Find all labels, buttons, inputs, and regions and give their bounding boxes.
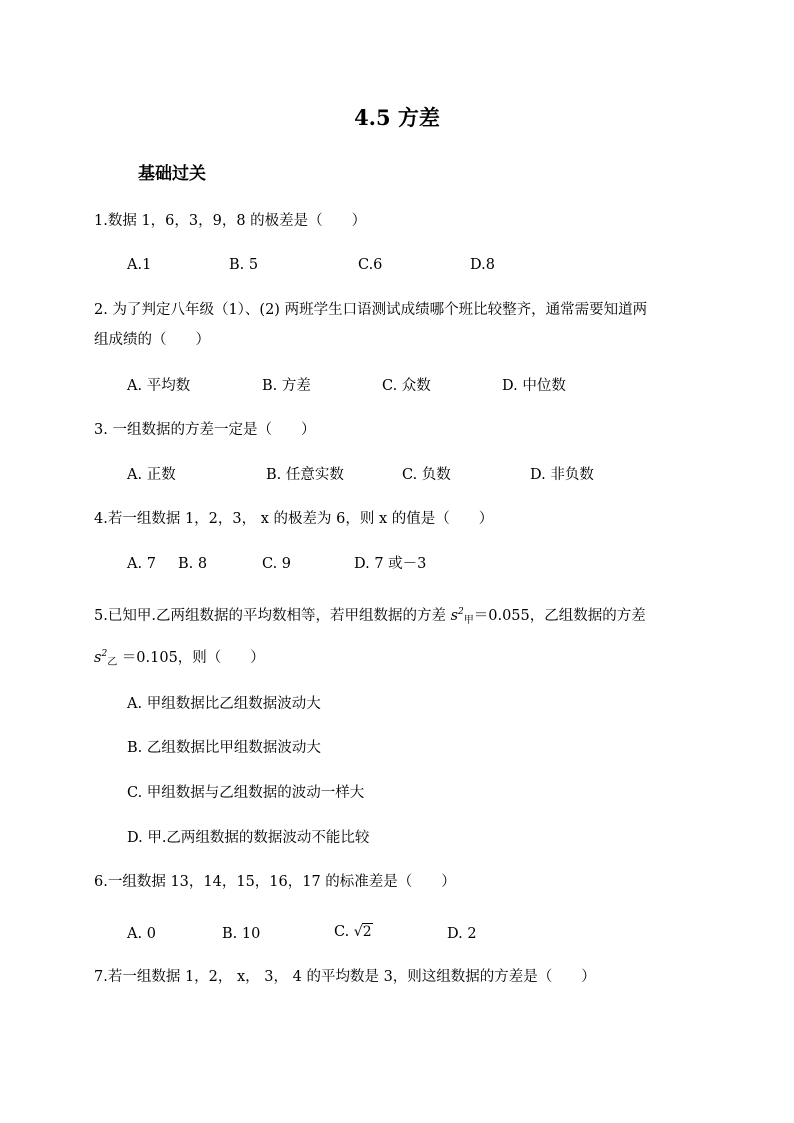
variance-base: s	[94, 650, 102, 666]
question-5-option-c: C. 甲组数据与乙组数据的波动一样大	[127, 785, 365, 801]
variance-subscript-yi: 乙	[107, 657, 118, 668]
question-3-stem: 3. 一组数据的方差一定是（ ）	[94, 422, 316, 438]
question-5-text-part-2: ＝0.055，乙组数据的方差	[473, 608, 646, 624]
question-3-option-b: B. 任意实数	[266, 467, 344, 483]
question-2-option-a: A. 平均数	[127, 378, 191, 394]
question-4-option-b: B. 8	[178, 556, 208, 572]
variance-subscript-jia: 甲	[463, 615, 474, 626]
question-2-option-d: D. 中位数	[502, 378, 566, 394]
question-1-option-a: A.1	[127, 257, 152, 273]
variance-exponent: 2	[458, 607, 464, 617]
question-4-stem: 4.若一组数据 1，2，3， x 的极差为 6，则 x 的值是（ ）	[94, 511, 494, 527]
question-3-option-c: C. 负数	[402, 467, 451, 483]
question-5-stem-line-1	[94, 602, 646, 631]
question-5-text-part-3: ＝0.105，则（ ）	[117, 650, 265, 666]
question-6-option-d: D. 2	[447, 926, 477, 942]
question-5-option-a: A. 甲组数据比乙组数据波动大	[127, 696, 321, 712]
question-1-option-b: B. 5	[229, 257, 259, 273]
section-heading: 基础过关	[138, 164, 206, 184]
variance-symbol-yi	[94, 650, 117, 666]
question-2-option-b: B. 方差	[262, 378, 311, 394]
question-6-option-c	[334, 922, 373, 942]
question-5-stem-line-2	[94, 644, 265, 673]
question-2-stem-line-2: 组成绩的（ ）	[94, 332, 210, 348]
question-6-option-a: A. 0	[127, 926, 156, 942]
square-root-radicand: 2	[362, 924, 372, 940]
option-c-label: C.	[334, 924, 354, 940]
question-1-stem: 1.数据 1，6，3，9，8 的极差是（ ）	[94, 213, 367, 229]
variance-exponent: 2	[101, 649, 108, 659]
question-1-option-c: C.6	[358, 257, 383, 273]
question-2-option-c: C. 众数	[382, 378, 431, 394]
question-5-option-b: B. 乙组数据比甲组数据波动大	[127, 740, 321, 756]
question-3-option-a: A. 正数	[127, 467, 176, 483]
question-6-option-b: B. 10	[222, 926, 261, 942]
variance-symbol-jia	[451, 608, 474, 624]
question-1-option-d: D.8	[470, 257, 495, 273]
question-4-option-d: D. 7 或－3	[354, 556, 427, 572]
question-6-stem: 6.一组数据 13，14，15，16，17 的标准差是（ ）	[94, 874, 456, 890]
question-4-option-a: A. 7	[127, 556, 156, 572]
question-7-stem: 7.若一组数据 1，2， x， 3， 4 的平均数是 3，则这组数据的方差是（ ）	[94, 969, 596, 985]
square-root-expression: √2	[353, 924, 372, 940]
question-5-option-d: D. 甲.乙两组数据的数据波动不能比较	[127, 830, 370, 846]
variance-base: s	[450, 608, 459, 624]
question-2-stem-line-1: 2. 为了判定八年级（1）、(2) 两班学生口语测试成绩哪个班比较整齐，通常需要知道两	[94, 302, 648, 318]
question-3-option-d: D. 非负数	[530, 467, 594, 483]
page-title: 4.5 方差	[354, 105, 440, 130]
question-4-option-c: C. 9	[262, 556, 292, 572]
question-5-text-part-1: 5.已知甲.乙两组数据的平均数相等，若甲组数据的方差	[94, 608, 451, 624]
